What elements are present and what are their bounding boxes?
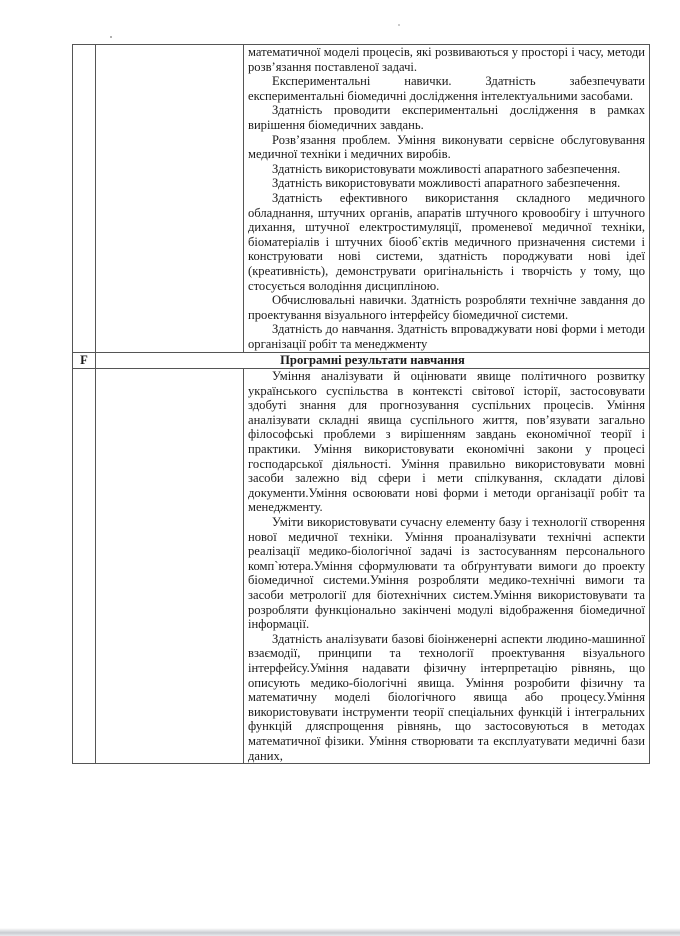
section-label: F [73,353,96,369]
paragraph: Уміння аналізувати й оцінювати явище політичного розвитку українського суспільства в контексті світової історії, застосовувати здобуті знання для прогнозування суспільних процесів. Уміння аналізувати складні явища суспільного життя, пов’язувати загально філософські проблеми з вирішенням завдань економічної теорії і практики. Уміння використовувати економічні закони у процесі господарської діяльності. Уміння правильно використовувати мовні засоби залежно від сфери і мети спілкування, складати ділові документи.Уміння освоювати нові форми і методи організації робіт та менеджменту. [248,369,645,515]
scan-edge [0,928,680,936]
row-label-cell [73,369,96,764]
paragraph: Здатність аналізувати базові біоінженерні аспекти людино-машинної взаємодії, принципи та технології проектування візуального інтерфейсу.Уміння надавати фізичну інтерпретацію рівнянь, що описують медико-біологічні явища. Уміння розробити фізичну та математичну моделі біологічного явища або процесу.Уміння використовувати інструменти теорії спеціальних функцій і інтегральних функцій дляспрощення рівнянь, що застосовуються в методах математичної фізики. Уміння створювати та експлуатувати медичні бази даних, [248,631,645,763]
curriculum-table [72,44,650,764]
paragraph: Обчислювальні навички. Здатність розробляти технічне завдання до проектування візуального інтерфейсу біомедичної системи. [248,293,645,322]
paragraph: Експериментальні навички. Здатність забезпечувати експериментальні біомедичні дослідження інтелектуальними засобами. [248,74,645,103]
learning-outcomes-cell [244,369,650,764]
paragraph: Здатність проводити експериментальні дослідження в рамках вирішення біомедичних завдань. [248,103,645,132]
paragraph: Розв’язання проблем. Уміння виконувати сервісне обслуговування медичної техніки і медичних виробів. [248,132,645,162]
paragraph: математичної моделі процесів, які розвиваються у просторі і часу, методи розв’язання поставленої задачі. [248,45,645,74]
row-label-cell [73,45,96,353]
scan-speck [110,36,112,38]
section-heading: Програмні результати навчання [96,353,650,369]
table-row-learning-outcomes [73,369,650,764]
paragraph: Здатність використовувати можливості апаратного забезпечення. [272,176,621,191]
scan-speck [398,24,400,26]
competencies-cell [244,45,650,353]
paragraph: Здатність використовувати можливості апаратного забезпечення. [272,161,621,176]
paragraph: Здатність до навчання. Здатність впроваджувати нові форми і методи організації робіт та менеджменту [248,322,645,351]
paragraph: Уміти використовувати сучасну елементу базу і технології створення нової медичної техніки. Уміння проаналізувати технічні аспекти реалізації медико-біологічної задачі із застосуванням персонального комп`ютера.Уміння сформулювати та обґрунтувати вимоги до проекту біомедичної системи.Уміння розробляти медико-технічні вимоги та засоби метрології для біотехнічних систем.Уміння використовувати та розробляти функціонально закінчені модулі відображення біомедичної інформації. [248,515,645,632]
row-title-cell [96,45,244,353]
table-row-competencies [73,45,650,353]
row-title-cell [96,369,244,764]
paragraph: Здатність ефективного використання складного медичного обладнання, штучних органів, апаратів штучного кровообігу і штучного дихання, штучної електростимуляції, променевої медичної техніки, біоматеріалів і штучних біооб`єктів медичного призначення системи і конструювати нові системи, здатність породжувати нові ідеї (креативність), демонструвати оригінальність і творчість у тому, що стосується володіння дисципліною. [248,190,645,293]
table-row-section-f-header [73,353,650,369]
